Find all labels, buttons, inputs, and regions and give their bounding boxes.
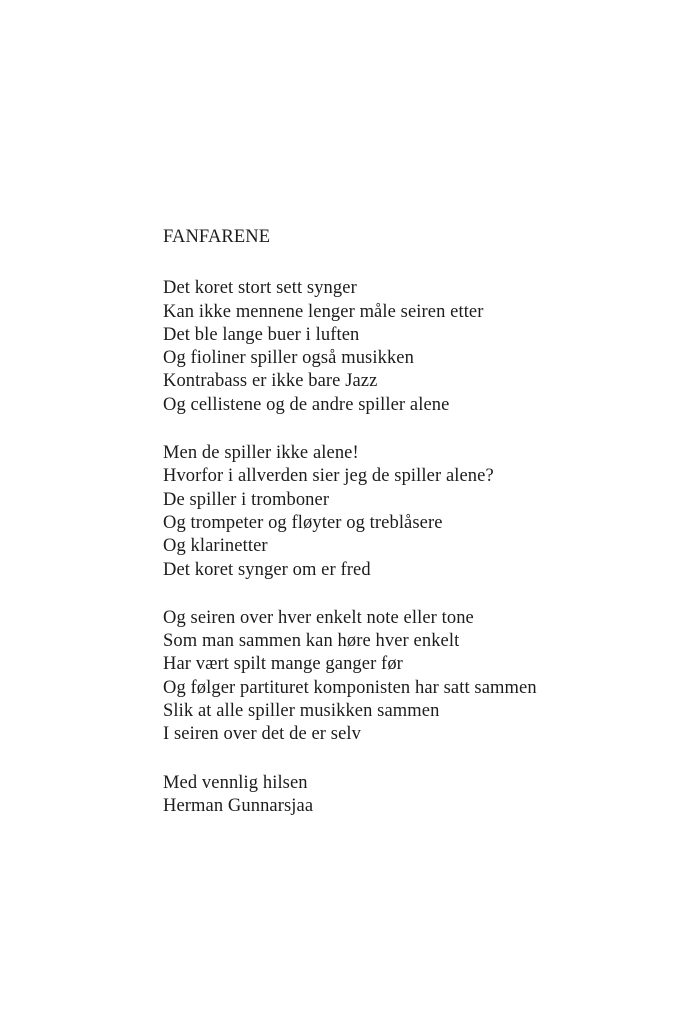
poem-line: Har vært spilt mange ganger før	[163, 654, 403, 675]
poem-line: Som man sammen kan høre hver enkelt	[163, 631, 460, 652]
poem-line: Kontrabass er ikke bare Jazz	[163, 371, 378, 392]
poem-line: De spiller i tromboner	[163, 489, 330, 510]
poem-line: Men de spiller ikke alene!	[163, 443, 359, 464]
stanza-1	[163, 277, 537, 417]
stanza-3	[163, 607, 537, 747]
poem-line: Hvorfor i allverden sier jeg de spiller alene?	[163, 466, 494, 487]
poem-line: Det koret stort sett synger	[163, 278, 357, 299]
poem-line: Slik at alle spiller musikken sammen	[163, 701, 440, 722]
poem-line: Og klarinetter	[163, 536, 268, 557]
poem-body	[163, 226, 537, 818]
poem-line: Det ble lange buer i luften	[163, 324, 360, 345]
poem-line: Og trompeter og fløyter og treblåsere	[163, 512, 443, 533]
poem-line: Og cellistene og de andre spiller alene	[163, 394, 450, 415]
poem-title: FANFARENE	[163, 227, 271, 247]
poem-line: Det koret synger om er fred	[163, 559, 371, 580]
signature-line: Herman Gunnarsjaa	[163, 795, 314, 816]
poem-line: I seiren over det de er selv	[163, 724, 361, 745]
poem-line: Kan ikke mennene lenger måle seiren etter	[163, 301, 484, 322]
closing-block	[163, 772, 537, 819]
poem-line: Og følger partituret komponisten har satt sammen	[163, 677, 537, 698]
stanza-2	[163, 442, 537, 582]
poem-line: Og fioliner spiller også musikken	[163, 348, 414, 369]
poem-line: Og seiren over hver enkelt note eller tone	[163, 607, 474, 628]
signoff-line: Med vennlig hilsen	[163, 772, 308, 793]
